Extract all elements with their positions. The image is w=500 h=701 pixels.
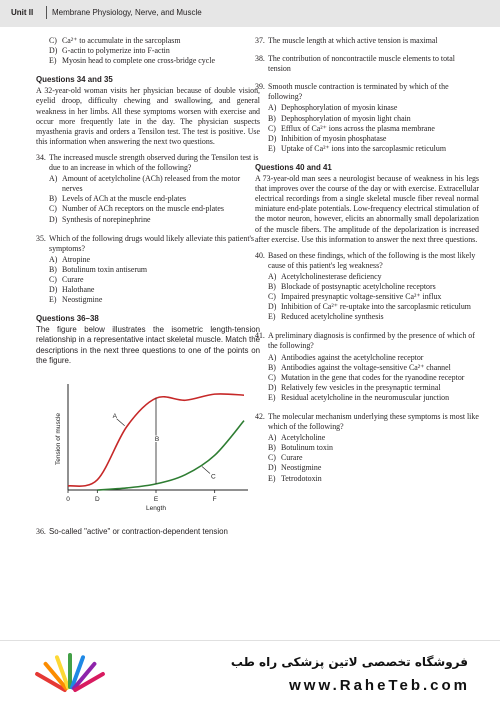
option-letter: E): [268, 143, 276, 153]
option-text: Residual acetylcholine in the neuromuscular junction: [281, 392, 450, 402]
option-letter: C): [49, 274, 57, 284]
answer-option: [268, 383, 479, 393]
question-stem: The molecular mechanism underlying these symptoms is most like which of the following?: [268, 412, 479, 432]
option-letter: A): [49, 254, 58, 264]
question-35: [36, 234, 260, 254]
option-letter: D): [268, 382, 277, 392]
option-letter: E): [49, 295, 57, 305]
option-text: Acetylcholinesterase deficiency: [281, 271, 382, 281]
case-intro-34-35: A 32-year-old woman visits her physician because of double vision, eyelid droop, difficulty chewing and swallowing, and general weakness in her limbs. All these symptoms worsen with exercise and occur more frequently late in the day. The physician suspects myasthenia gravis and orders a Tensilon test. The test is positive. Use this information when answering the next two questions.: [36, 86, 260, 146]
answer-option: [268, 292, 479, 302]
q42-options: [268, 433, 479, 483]
option-letter: A): [268, 103, 277, 113]
option-letter: A): [268, 352, 277, 362]
answer-option: [268, 443, 479, 453]
option-text: Efflux of Ca²⁺ ions across the plasma membrane: [281, 123, 435, 133]
option-letter: B): [268, 443, 276, 453]
answer-option: [49, 56, 260, 66]
option-text: Botulinum toxin: [281, 443, 333, 453]
option-text: Curare: [62, 274, 84, 284]
case-intro-40-41: A 73-year-old man sees a neurologist because of weakness in his legs that improves over the course of the day or with exercise. Extracellular electrical recordings from a single skeletal muscle fiber reveal normal miniature end-plate potentials. Low-frequency electrical stimulation of the motor neuron, however, elicits an abnormally small depolarization of the muscle fibers. The amplitude of the depolarization is increased after exercise. Use this information to answer the next three questions.: [255, 174, 479, 244]
option-letter: D): [268, 133, 277, 143]
leader-a: [117, 418, 125, 425]
option-text: Impaired presynaptic voltage-sensitive Ca²⁺ influx: [281, 292, 442, 302]
question-number: 39.: [255, 82, 265, 92]
q34-options: [49, 174, 260, 224]
answer-option: [268, 124, 479, 134]
question-stem: The muscle length at which active tension is maximal: [268, 36, 438, 45]
question-number: 38.: [255, 54, 265, 64]
section-heading-36-38: Questions 36–38: [36, 314, 99, 324]
option-text: Inhibition of Ca²⁺ re-uptake into the sarcoplasmic reticulum: [281, 302, 471, 312]
q35-options: [49, 255, 260, 305]
answer-option: [268, 373, 479, 383]
chapter-title: Membrane Physiology, Nerve, and Muscle: [52, 8, 202, 17]
option-letter: D): [49, 214, 58, 224]
question-number: 37.: [255, 36, 265, 45]
option-letter: C): [268, 372, 276, 382]
option-text: Ca²⁺ to accumulate in the sarcoplasm: [62, 36, 181, 45]
question-36: [36, 527, 260, 537]
option-text: Uptake of Ca²⁺ ions into the sarcoplasmic reticulum: [281, 143, 446, 153]
question-stem: Based on these findings, which of the following is the most likely cause of this patient's leg weakness?: [268, 250, 476, 270]
answer-option: [268, 453, 479, 463]
answer-option: [268, 363, 479, 373]
answer-option: [268, 312, 479, 322]
case-intro-36-38: The figure below illustrates the isometric length-tension relationship in a representative intact skeletal muscle. Match the descriptions in the next three questions to one of the points on the figure.: [36, 325, 260, 365]
question-number: 42.: [255, 412, 265, 421]
x-tick-label: E: [153, 495, 159, 503]
answer-option: [268, 134, 479, 144]
question-41: [255, 331, 479, 351]
q33-options-continued: [49, 36, 260, 66]
answer-option: [268, 114, 479, 124]
question-stem: Smooth muscle contraction is terminated by which of the following?: [268, 82, 449, 102]
option-letter: A): [49, 174, 58, 184]
option-text: Mutation in the gene that codes for the ryanodine receptor: [281, 372, 465, 382]
answer-option: [268, 353, 479, 363]
option-letter: C): [268, 453, 276, 463]
option-text: Amount of acetylcholine (ACh) released from the motor nerves: [62, 174, 241, 194]
answer-option: [268, 393, 479, 403]
y-axis-label: Tension of muscle: [55, 412, 62, 465]
point-label-a: A: [112, 412, 118, 420]
option-text: Tetrodotoxin: [281, 473, 322, 483]
q40-options: [268, 272, 479, 322]
question-37: [255, 36, 479, 46]
answer-option: [268, 282, 479, 292]
raheteb-logo-icon: [30, 647, 110, 695]
option-text: Dephosphorylation of myosin kinase: [281, 103, 398, 113]
answer-option: [268, 302, 479, 312]
option-text: Curare: [281, 453, 303, 463]
option-letter: C): [49, 204, 57, 214]
point-label-b: B: [154, 435, 160, 443]
question-39: [255, 82, 479, 102]
option-text: Halothane: [62, 285, 95, 295]
option-text: Neostigmine: [281, 463, 322, 473]
question-40: [255, 251, 479, 271]
answer-option: [49, 285, 260, 295]
x-axis-label: Length: [146, 504, 166, 512]
question-number: 34.: [36, 152, 46, 162]
q39-options: [268, 103, 479, 153]
passive-tension-curve: [97, 420, 244, 489]
option-letter: B): [268, 362, 276, 372]
question-stem: So-called "active" or contraction-dependent tension: [49, 526, 228, 536]
option-text: Antibodies against the voltage-sensitive Ca²⁺ channel: [281, 362, 451, 372]
option-letter: A): [268, 433, 277, 443]
header-divider: [46, 6, 47, 19]
option-text: Synthesis of norepinephrine: [62, 214, 151, 224]
x-tick-label: D: [94, 495, 100, 503]
left-column: [36, 36, 260, 538]
question-number: 40.: [255, 250, 265, 260]
option-letter: D): [268, 302, 277, 312]
option-letter: D): [49, 46, 58, 56]
question-42: [255, 412, 479, 432]
question-stem: The increased muscle strength observed during the Tensilon test is due to an increase in which of the following?: [49, 152, 259, 173]
answer-option: [268, 144, 479, 154]
point-label-c: C: [211, 473, 216, 481]
option-text: Reduced acetylcholine synthesis: [281, 312, 384, 322]
option-letter: E): [49, 56, 57, 66]
x-tick-label: F: [212, 495, 217, 503]
option-letter: C): [268, 123, 276, 133]
question-stem: Which of the following drugs would likely alleviate this patient's symptoms?: [49, 233, 255, 253]
answer-option: [49, 265, 260, 275]
option-letter: A): [268, 271, 277, 281]
answer-option: [49, 255, 260, 265]
store-name: فروشگاه تخصصی لاتین پزشکی راه طب: [230, 655, 468, 669]
option-text: G-actin to polymerize into F-actin: [62, 46, 170, 56]
q41-options: [268, 353, 479, 403]
option-text: Antibodies against the acetylcholine receptor: [281, 352, 424, 362]
answer-option: [268, 103, 479, 113]
answer-option: [49, 275, 260, 285]
answer-option: [49, 204, 260, 214]
option-text: Myosin head to complete one cross-bridge cycle: [62, 56, 215, 66]
option-letter: C): [49, 36, 57, 45]
answer-option: [268, 463, 479, 473]
length-tension-figure: [36, 376, 260, 516]
option-text: Botulinum toxin antiserum: [62, 264, 148, 274]
option-text: Atropine: [62, 254, 91, 264]
answer-option: [49, 46, 260, 56]
answer-option: [49, 36, 260, 46]
option-text: Levels of ACh at the muscle end-plates: [62, 194, 187, 204]
answer-option: [49, 295, 260, 305]
answer-option: [49, 215, 260, 225]
option-text: Acetylcholine: [281, 433, 326, 443]
answer-option: [268, 272, 479, 282]
answer-option: [49, 194, 260, 204]
option-letter: E): [268, 312, 276, 322]
option-text: Dephosphorylation of myosin light chain: [281, 113, 411, 123]
option-text: Inhibition of myosin phosphatase: [281, 133, 387, 143]
option-text: Relatively few vesicles in the presynaptic terminal: [281, 382, 441, 392]
x-tick-label: 0: [66, 495, 70, 503]
question-number: 36.: [36, 526, 46, 536]
question-stem: A preliminary diagnosis is confirmed by the presence of which of the following?: [268, 331, 475, 351]
option-letter: B): [49, 264, 57, 274]
option-letter: E): [268, 473, 276, 483]
page-header: [0, 0, 500, 27]
section-heading-40-41: Questions 40 and 41: [255, 162, 332, 172]
option-letter: D): [268, 463, 277, 473]
option-letter: B): [268, 281, 276, 291]
question-number: 41.: [255, 331, 265, 341]
option-text: Blockade of postsynaptic acetylcholine receptors: [281, 281, 436, 291]
store-url[interactable]: www.RaheTeb.com: [289, 677, 470, 694]
leader-c: [202, 466, 210, 473]
question-stem: The contribution of noncontractile muscle elements to total tension: [268, 54, 455, 74]
option-letter: D): [49, 285, 58, 295]
option-letter: B): [268, 113, 276, 123]
section-heading-34-35: Questions 34 and 35: [36, 75, 113, 85]
option-text: Neostigmine: [62, 295, 103, 305]
answer-option: [268, 474, 479, 484]
unit-label: Unit II: [11, 8, 34, 17]
question-34: [36, 153, 260, 173]
question-number: 35.: [36, 233, 46, 243]
option-letter: B): [49, 194, 57, 204]
option-text: Number of ACh receptors on the muscle end-plates: [62, 204, 224, 214]
answer-option: [49, 174, 260, 194]
question-38: [255, 54, 479, 74]
option-letter: C): [268, 292, 276, 302]
option-letter: E): [268, 392, 276, 402]
footer-banner: [0, 640, 500, 701]
answer-option: [268, 433, 479, 443]
right-column: [255, 36, 479, 493]
